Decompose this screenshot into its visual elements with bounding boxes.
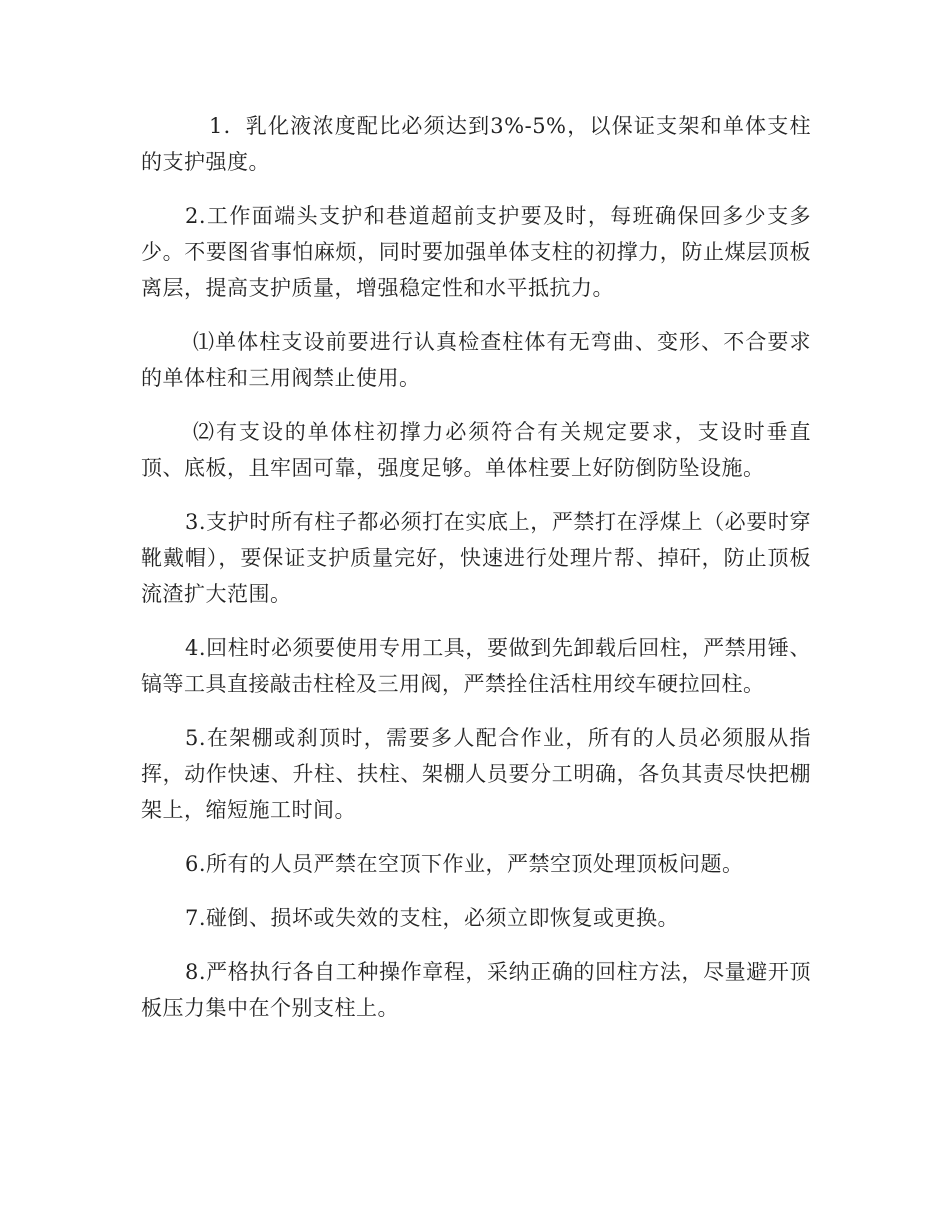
paragraph-2: 2.工作面端头支护和巷道超前支护要及时，每班确保回多少支多少。不要图省事怕麻烦，同时要加强单体支柱的初撑力，防止煤层顶板离层，提高支护质量，增强稳定性和水平抵抗力。 (141, 204, 811, 300)
paragraph-4: 4.回柱时必须要使用专用工具，要做到先卸载后回柱，严禁用锤、镐等工具直接敲击柱栓及三用阀，严禁拴住活柱用绞车硬拉回柱。 (141, 636, 811, 696)
paragraph-2-item-1: ⑴单体柱支设前要进行认真检查柱体有无弯曲、变形、不合要求的单体柱和三用阀禁止使用。 (141, 330, 811, 390)
paragraph-5: 5.在架棚或刹顶时，需要多人配合作业，所有的人员必须服从指挥，动作快速、升柱、扶柱、架棚人员要分工明确，各负其责尽快把棚架上，缩短施工时间。 (141, 726, 811, 822)
paragraph-3: 3.支护时所有柱子都必须打在实底上，严禁打在浮煤上（必要时穿靴戴帽），要保证支护质量完好，快速进行处理片帮、掉矸，防止顶板流渣扩大范围。 (141, 510, 811, 606)
paragraph-8: 8.严格执行各自工种操作章程，采纳正确的回柱方法，尽量避开顶板压力集中在个别支柱上。 (141, 960, 811, 1020)
paragraph-6: 6.所有的人员严禁在空顶下作业，严禁空顶处理顶板问题。 (185, 852, 744, 876)
paragraph-1: 1．乳化液浓度配比必须达到3%-5%，以保证支架和单体支柱的支护强度。 (141, 114, 811, 174)
paragraph-7: 7.碰倒、损坏或失效的支柱，必须立即恢复或更换。 (185, 906, 680, 930)
document-body (141, 108, 811, 1044)
paragraph-2-item-2: ⑵有支设的单体柱初撑力必须符合有关规定要求，支设时垂直顶、底板，且牢固可靠，强度足够。单体柱要上好防倒防坠设施。 (141, 420, 811, 480)
